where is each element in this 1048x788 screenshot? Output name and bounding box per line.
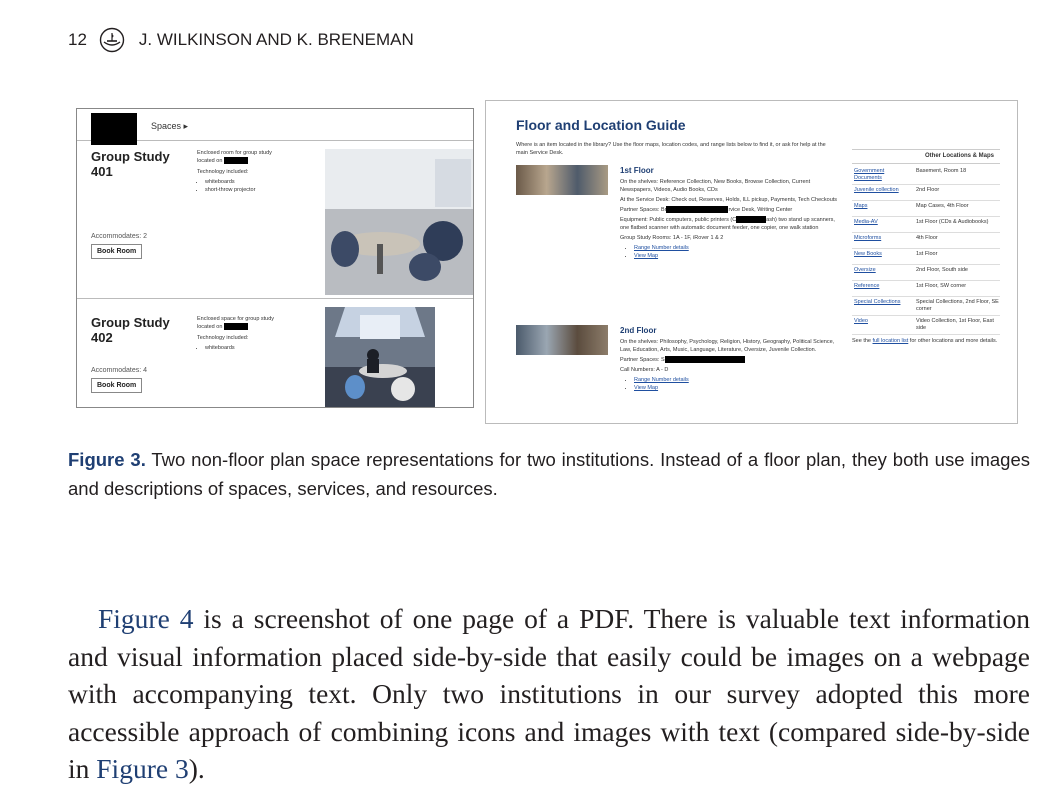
room-card — [77, 307, 473, 409]
other-locations-heading: Other Locations & Maps — [852, 149, 1000, 164]
figure-label: Figure 3. — [68, 449, 146, 470]
figure-left-panel — [76, 108, 474, 408]
figure-reference-link[interactable]: Figure 4 — [98, 603, 194, 634]
floor-photo — [516, 165, 608, 195]
room-title: Group Study 401 — [91, 149, 170, 179]
location-row: Reference 1st Floor, SW corner — [852, 281, 1000, 297]
room-card — [77, 141, 473, 299]
floor-details — [620, 325, 840, 392]
redaction-bar — [666, 206, 728, 213]
floor-service: At the Service Desk: Check out, Reserves, Holds, ILL pickup, Payments, Tech Checkouts — [620, 197, 838, 203]
range-details-link[interactable]: Range Number details — [634, 245, 689, 251]
location-row: New Books 1st Floor — [852, 249, 1000, 265]
location-link[interactable]: Juvenile collection — [854, 187, 899, 193]
book-room-button[interactable]: Book Room — [91, 378, 142, 393]
location-link[interactable]: Oversize — [854, 267, 876, 273]
room-description: Enclosed space for group study located on Technology included: • whiteboards — [197, 315, 297, 352]
location-row: Government Documents Basement, Room 18 — [852, 166, 1000, 185]
location-link[interactable]: Government Documents — [854, 168, 885, 181]
other-locations-table — [852, 149, 1000, 345]
room-description: Enclosed room for group study located on Technology included: • whiteboards • short-throw projector — [197, 149, 297, 194]
guide-title: Floor and Location Guide — [516, 117, 686, 133]
location-row: Media-AV 1st Floor (CDs & Audiobooks) — [852, 217, 1000, 233]
location-link[interactable]: Special Collections — [854, 299, 901, 305]
redaction-bar — [736, 216, 766, 223]
spaces-nav-link[interactable]: Spaces ▸ — [151, 121, 189, 131]
location-link[interactable]: Video — [854, 318, 868, 324]
redaction-bar — [224, 157, 248, 164]
view-map-link[interactable]: View Map — [634, 385, 659, 391]
location-row: Microforms 4th Floor — [852, 233, 1000, 249]
left-panel-topbar — [77, 109, 473, 141]
location-note: See the full location list for other locations and more details. — [852, 338, 998, 344]
room-capacity: Accommodates: 4 — [91, 367, 148, 374]
full-list-link[interactable]: full location list — [872, 338, 909, 344]
floor-equipment: Equipment: Public computers, public printers (C ash) two stand up scanners, one flatbed scanner with automatic document feeder, one copier, one walk station — [620, 217, 835, 231]
view-map-link[interactable]: View Map — [634, 253, 659, 259]
redaction-bar — [224, 323, 248, 330]
guide-intro: Where is an item located in the library? Use the floor maps, location codes, and range lists below to find it, or ask for help at the main Service Desk. — [516, 142, 826, 156]
room-photo — [325, 149, 473, 295]
location-row: Maps Map Cases, 4th Floor — [852, 201, 1000, 217]
floor-partners: Partner Spaces: Br rvice Desk, Writing Center — [620, 207, 793, 213]
publisher-logo-icon — [99, 27, 125, 53]
running-header — [68, 28, 414, 52]
figure-caption — [68, 445, 1030, 503]
figure-right-panel — [485, 100, 1018, 424]
location-row: Special Collections Special Collections, 2nd Floor, SE corner — [852, 297, 1000, 316]
floor-photo — [516, 325, 608, 355]
floor-partners: Partner Spaces: S — [620, 356, 840, 364]
location-link[interactable]: Media-AV — [854, 219, 878, 225]
location-row: Oversize 2nd Floor, South side — [852, 265, 1000, 281]
room-title: Group Study 402 — [91, 315, 170, 345]
redaction-bar — [665, 356, 745, 363]
location-link[interactable]: Reference — [854, 283, 880, 289]
room-capacity: Accommodates: 2 — [91, 233, 148, 240]
page-number: 12 — [68, 30, 87, 49]
location-link[interactable]: Microforms — [854, 235, 882, 241]
floor-shelves: On the shelves: Reference Collection, New Books, Browse Collection, Current Newspapers, Videos, Audio Books, CDs — [620, 179, 811, 193]
caption-text: Two non-floor plan space representations for two institutions. Instead of a floor plan, they both use images and descriptions of spaces, services, and resources. — [68, 449, 1030, 499]
floor-name: 2nd Floor — [620, 326, 657, 335]
figure-reference-link[interactable]: Figure 3 — [96, 753, 189, 784]
floor-details — [620, 165, 840, 260]
author-names: J. WILKINSON AND K. BRENEMAN — [138, 30, 414, 49]
floor-shelves: On the shelves: Philosophy, Psychology, Religion, History, Geography, Political Science, Law, Education, Arts, Music, Language, Literature, Oversize, Juvenile Collection. — [620, 339, 835, 353]
room-photo — [325, 307, 435, 407]
range-details-link[interactable]: Range Number details — [634, 377, 689, 383]
floor-callnumbers: Call Numbers: A - D — [620, 367, 669, 373]
book-room-button[interactable]: Book Room — [91, 244, 142, 259]
location-link[interactable]: Maps — [854, 203, 868, 209]
location-row: Video Video Collection, 1st Floor, East side — [852, 316, 1000, 335]
location-row: Juvenile collection 2nd Floor — [852, 185, 1000, 201]
floor-rooms: Group Study Rooms: 1A - 1F, iRover 1 & 2 — [620, 235, 724, 241]
body-paragraph: Figure 4 is a screenshot of one page of a PDF. There is valuable text information and visual information placed side-by-side that easily could be images on a webpage with accompanying text. Only two institutions in our survey adopted this more accessible approach of combining icons and images with text (compared side-by-side in Figure 3). — [68, 603, 1030, 784]
floor-name: 1st Floor — [620, 166, 654, 175]
location-link[interactable]: New Books — [854, 251, 882, 257]
